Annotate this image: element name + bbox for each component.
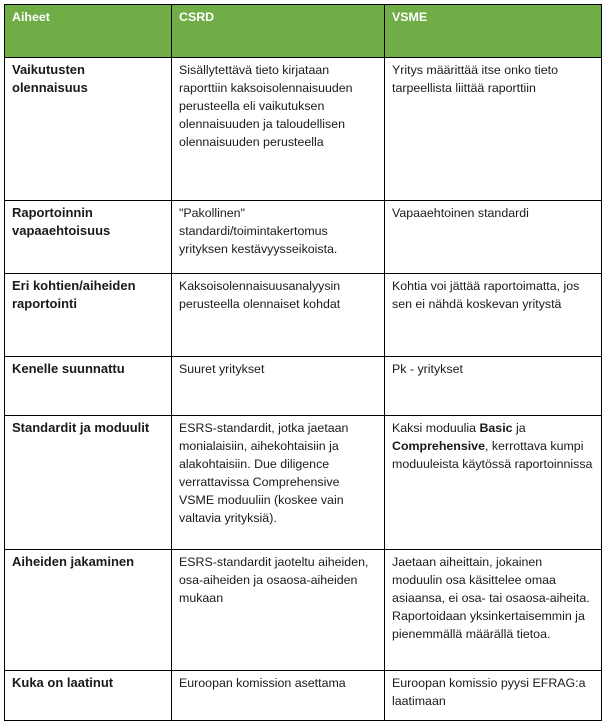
header-row	[5, 5, 602, 58]
row-vsme: Vapaaehtoinen standardi	[385, 201, 602, 274]
row-csrd: Sisällytettävä tieto kirjataan raporttiin kaksoisolennaisuuden perusteella eli vaikutuksen olennaisuuden ja taloudellisen olennaisuuden perusteella	[172, 58, 385, 201]
table-row	[5, 201, 602, 274]
row-vsme	[385, 416, 602, 550]
comparison-table	[4, 4, 602, 721]
row-vsme: Pk - yritykset	[385, 357, 602, 416]
row-topic: Standardit ja moduulit	[5, 416, 172, 550]
row-topic: Vaikutusten olennaisuus	[5, 58, 172, 201]
header-csrd: CSRD	[172, 5, 385, 58]
row-topic: Eri kohtien/aiheiden raportointi	[5, 274, 172, 357]
header-topics: Aiheet	[5, 5, 172, 58]
row-csrd: Suuret yritykset	[172, 357, 385, 416]
text: Kaksi moduulia	[392, 421, 480, 435]
table-row	[5, 671, 602, 721]
text: , kerrottava kumpi moduuleista käytössä raportoinnissa	[392, 439, 593, 471]
row-vsme: Yritys määrittää itse onko tieto tarpeellista liittää raporttiin	[385, 58, 602, 201]
row-csrd: "Pakollinen" standardi/toimintakertomus yrityksen kestävyysseikoista.	[172, 201, 385, 274]
row-topic: Kuka on laatinut	[5, 671, 172, 721]
row-csrd: ESRS-standardit jaoteltu aiheiden, osa-aiheiden ja osaosa-aiheiden mukaan	[172, 550, 385, 671]
row-csrd: Kaksoisolennaisuusanalyysin perusteella olennaiset kohdat	[172, 274, 385, 357]
row-vsme: Jaetaan aiheittain, jokainen moduulin osa käsittelee omaa asiaansa, ei osa- tai osaosa-aiheita. Raportoidaan yksinkertaisemmin ja pienemmällä määrällä tietoa.	[385, 550, 602, 671]
table-row	[5, 357, 602, 416]
row-csrd: ESRS-standardit, jotka jaetaan monialaisiin, aihekohtaisiin ja alakohtaisiin. Due diligence verrattavissa Comprehensive VSME moduuliin (koskee vain valtavia yrityksiä).	[172, 416, 385, 550]
table-row	[5, 274, 602, 357]
text: ja	[512, 421, 526, 435]
row-csrd: Euroopan komission asettama	[172, 671, 385, 721]
basic-module-label: Basic	[479, 421, 513, 435]
table-row	[5, 550, 602, 671]
row-topic: Aiheiden jakaminen	[5, 550, 172, 671]
row-topic: Kenelle suunnattu	[5, 357, 172, 416]
table-row	[5, 58, 602, 201]
table-row	[5, 416, 602, 550]
row-vsme: Kohtia voi jättää raportoimatta, jos sen ei nähdä koskevan yritystä	[385, 274, 602, 357]
header-vsme: VSME	[385, 5, 602, 58]
row-topic: Raportoinnin vapaaehtoisuus	[5, 201, 172, 274]
comprehensive-module-label: Comprehensive	[392, 439, 485, 453]
row-vsme: Euroopan komissio pyysi EFRAG:a laatimaan	[385, 671, 602, 721]
